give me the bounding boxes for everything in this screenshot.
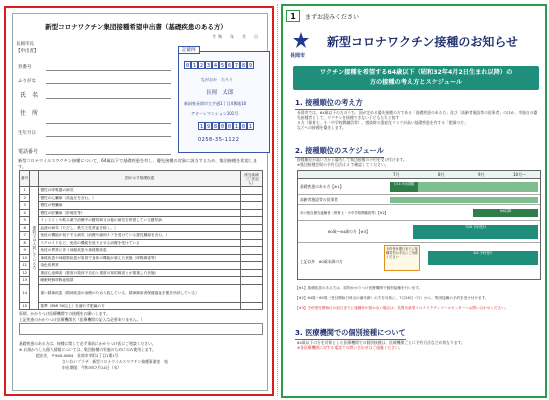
table-row (20, 277, 263, 285)
digit: 0 (220, 124, 224, 130)
row-no: 15 (20, 302, 30, 310)
note-line: 【※1】基礎疾患のある方は、原則かかりつけ医療機関で個別接種を行います。 (295, 286, 423, 290)
table-row (20, 262, 263, 270)
form-intro: 新型コロナウイルスワクチン接種について、64歳以下で基礎疾患を有し、優先接種の対象に該当するため、集団接種を希望します。 (18, 158, 258, 169)
side-label: 通院又は入院している方 (30, 187, 39, 310)
section-body (297, 110, 541, 130)
row-text: 慢性の心臓病（高血圧を含む。） (39, 194, 241, 202)
month-label: 8月 (438, 172, 445, 177)
form-date: 令和 年 月 日 (212, 34, 260, 39)
row-no: 2 (20, 194, 30, 202)
footer-line: さいわいプラザ 新型コロナウイルスワクチン接種事業室 宛 (62, 359, 168, 364)
applicant-label: 【申出者】 (16, 49, 39, 54)
table-row (20, 194, 263, 202)
check-cell[interactable] (241, 209, 263, 217)
digit: 0 (185, 63, 189, 69)
row-text: 基準（BMI 30以上）を満たす肥満の方 (39, 302, 241, 310)
row-label: 基礎疾患のある方【※1】 (300, 184, 344, 189)
digit: 1 (199, 124, 203, 130)
digit: 3 (206, 63, 210, 69)
digit: 5 (220, 63, 224, 69)
row-text: 重症心身障害（重度の肢体不自由と重度の知的障害とが重複した状態） (39, 269, 241, 277)
footer-line: 基礎疾患のある方は、接種に関して必ず事前にかかりつけ医にご相談ください。 (19, 341, 156, 346)
row-no: 6 (20, 224, 30, 232)
section-body (297, 340, 541, 350)
notice-title: 新型コロナワクチン接種のお知らせ (327, 35, 519, 49)
row-label: 市の独自優先接種者（保育士・小中学校教職員等）【※2】 (300, 211, 389, 215)
schedule-bar: 8/2 予約受付 (428, 251, 538, 265)
row-label: 上記以外 60歳未満の方 (300, 259, 343, 264)
row-no: 12 (20, 269, 30, 277)
schedule-bar: 7/26 予約受付 (413, 225, 538, 239)
digit: 2 (199, 63, 203, 69)
footer-line: ※ お預かりした個人情報については、集団接種の実施のためにのみ使用します。 (19, 347, 156, 352)
section-heading-text: 2. 接種順位のスケジュール (295, 146, 384, 155)
ticket-no-label: 券番号 (18, 65, 32, 70)
address-label: 住 所 (20, 110, 39, 117)
table-row (20, 209, 263, 217)
check-cell[interactable] (241, 187, 263, 195)
target-banner (293, 66, 539, 90)
name-field[interactable] (46, 98, 171, 99)
row-no: 11 (20, 262, 30, 270)
row-text: 染色体異常 (39, 262, 241, 270)
section-body (297, 157, 541, 167)
check-cell[interactable] (241, 217, 263, 225)
sample-name: 長岡 太郎 (206, 90, 234, 96)
sample-ticket-digits (184, 61, 254, 69)
disease-table (19, 170, 263, 310)
body-line: ※集団接種会場の予約方法は 2 で確認してください。 (297, 162, 389, 167)
sample-phone: 0258-35-1122 (198, 137, 240, 143)
table-row (20, 302, 263, 310)
digit: 1 (192, 63, 196, 69)
table-row (20, 232, 263, 240)
table-row (20, 224, 263, 232)
digit: 0 (241, 124, 245, 130)
digit: 1 (234, 124, 238, 130)
row-text: 睡眠時無呼吸症候群 (39, 277, 241, 285)
digit: 9 (248, 63, 252, 69)
row-no: 7 (20, 232, 30, 240)
birthdate-label: 生年月日 (18, 131, 36, 136)
schedule-bar: 7/14 申出期限 (390, 182, 418, 192)
check-cell[interactable] (241, 232, 263, 240)
city-name: 長岡市 (290, 53, 306, 59)
table-row (20, 284, 263, 302)
read-first-label: まずお読みください (305, 14, 360, 21)
note-line-important: 【※3】予約受付開始日の前日までに接種券が届かない場合は、長岡市新型コロナワクチンコールセンターへお問い合わせください。 (295, 306, 509, 310)
row-no: 10 (20, 254, 30, 262)
row-text: インスリンや飲み薬で治療中の糖尿病又は他の病気を併発している糖尿病 (39, 217, 241, 225)
row-no: 13 (20, 277, 30, 285)
recipient-label: 長岡市長 (16, 42, 34, 47)
sample-birth-digits (198, 122, 254, 130)
col-name-header: 国が示す基礎疾患 (39, 171, 241, 187)
footer-line: 提出先 〒940-0084 長岡市幸町2丁目1番1号 (36, 353, 119, 358)
row-no: 8 (20, 239, 30, 247)
check-cell[interactable] (241, 194, 263, 202)
sample-tag: 記載例 (178, 46, 200, 54)
section-heading (295, 146, 384, 156)
section-heading-text: 1. 接種順位の考え方 (295, 98, 363, 107)
month-label: 9月 (478, 172, 485, 177)
footer-line: 申出期限：令和3年7月14日（水） (62, 365, 122, 370)
body-line: 64歳以下の方を対象とした医療機関での個別接種は、医療機関ごとに予約方法などが異なります。 (297, 340, 465, 345)
body-line-warning: ※各医療機関に対する電話での問い合わせはご遠慮ください。 (297, 345, 403, 350)
nagaoka-logo-icon (291, 30, 311, 50)
check-cell[interactable] (241, 224, 263, 232)
sample-address: 新潟県長岡市大手通1丁目4番地10 (184, 101, 247, 106)
section-heading-text: 3. 医療機関での個別接種について (295, 328, 406, 337)
row-no: 14 (20, 284, 30, 302)
check-cell[interactable] (241, 262, 263, 270)
row-no: 3 (20, 202, 30, 210)
check-cell[interactable] (241, 254, 263, 262)
body-line: る方（保育士、小・中学校教職員等）、感染時の重症化リスクが高い基礎疾患を有する「肥満の方」 (297, 120, 468, 125)
digit: 0 (227, 124, 231, 130)
row-text: 免疫の機能が低下する病気（治療や緩和ケアを受けている悪性腫瘍を含む。） (39, 232, 241, 240)
row-text: ステロイドなど、免疫の機能を低下させる治療を受けている (39, 239, 241, 247)
schedule-table (297, 170, 541, 280)
check-cell[interactable] (241, 269, 263, 277)
check-cell[interactable] (241, 247, 263, 255)
form-title: 新型コロナワクチン集団接種希望申出書（基礎疾患のある方） (45, 23, 227, 31)
row-no: 4 (20, 209, 30, 217)
row-no: 5 (20, 217, 30, 225)
furigana-field[interactable] (46, 83, 171, 84)
body-line: 接種順位が高い方から優先して集団接種の予約を受け付けます。 (297, 157, 407, 162)
notice-sheet (281, 4, 547, 398)
table-row (20, 254, 263, 262)
banner-line: 方の接種の考え方とスケジュール (369, 79, 463, 86)
schedule-bar: 9/6以降 (473, 209, 538, 217)
ticket-no-field[interactable] (46, 70, 171, 71)
note-line: 【※2】64歳～60歳（受付開始日時点の満年齢）の方を対象に、7月26日（月）から、集団接種の予約を受け付けます。 (295, 296, 489, 300)
application-form-sheet (4, 6, 274, 396)
col-check-header: 該当疾病（〇を記入） (241, 171, 263, 187)
row-text: 神経疾患や神経筋疾患が原因で身体の機能が衰えた状態（呼吸障害等） (39, 254, 241, 262)
check-cell[interactable] (241, 302, 263, 310)
digit: 9 (206, 124, 210, 130)
fold-line (277, 4, 278, 396)
body-line: 長岡市では、64歳以下の方のうち、国が定める優先接種の方である「基礎疾患のある方」及び「高齢者施設等の従事者」のほか、市独自の優先接種者として、ワクチンを接種できない子どもたちと接す (297, 110, 538, 120)
notice-clinic: 原則、かかりつけ医療機関での接種をお願いします。 (19, 311, 110, 316)
schedule-bar (390, 197, 538, 203)
col-no-header: 番号 (20, 171, 30, 187)
month-label: 7月 (393, 172, 400, 177)
row-no: 9 (20, 247, 30, 255)
check-cell[interactable] (241, 202, 263, 210)
furigana-label: ふりがな (18, 79, 36, 84)
row-label: 60歳～64歳の方【※3】 (328, 229, 370, 234)
check-cell[interactable] (241, 284, 263, 302)
digit: 8 (213, 124, 217, 130)
reservation-callout: 予約受付期日までに接種券をお手元にご用意ください (384, 245, 420, 271)
table-row (20, 269, 263, 277)
table-row (20, 217, 263, 225)
row-text: 慢性の肝臓病（肝硬変等） (39, 209, 241, 217)
check-cell[interactable] (241, 277, 263, 285)
name-label: 氏 名 (20, 92, 39, 99)
row-no: 1 (20, 187, 30, 195)
section-heading (295, 98, 363, 108)
phone-label: 電話番号 (18, 149, 39, 155)
digit: 6 (227, 63, 231, 69)
phone-field[interactable] (46, 154, 171, 155)
digit: 4 (213, 63, 217, 69)
table-row (20, 239, 263, 247)
table-row (20, 187, 263, 195)
schedule-bar (418, 182, 538, 192)
month-label: 10月〜 (513, 172, 527, 177)
digit: 7 (234, 63, 238, 69)
notice-clinic-name: 上記疾患のかかりつけ医療機関名（医療機関の記入は必要ありません。） (19, 317, 145, 322)
row-text: 重い精神疾患（精神疾患の治療のため入院している、精神障害者保健福祉手帳を所持している） (39, 284, 241, 302)
body-line: などへの接種を優先します。 (297, 125, 346, 130)
row-text: 免疫の異常に伴う神経疾患や神経筋疾患 (39, 247, 241, 255)
table-row (20, 247, 263, 255)
row-text: 慢性の呼吸器の病気 (39, 187, 241, 195)
digit: 8 (241, 63, 245, 69)
section-heading (295, 328, 406, 338)
side-header (30, 171, 39, 187)
section-number: 1 (286, 10, 300, 22)
clinic-name-field[interactable] (19, 323, 263, 335)
address-field[interactable] (46, 123, 171, 124)
table-row (20, 202, 263, 210)
row-text: 血液の病気（ただし、鉄欠乏性貧血を除く。） (39, 224, 241, 232)
sample-building: アオーレマンション101号 (191, 111, 239, 116)
row-label: 高齢者施設等の従事者 (300, 197, 338, 202)
digit: 1 (248, 124, 252, 130)
check-cell[interactable] (241, 239, 263, 247)
birthdate-field[interactable] (46, 136, 171, 137)
sample-furigana: ながおか たろう (201, 77, 233, 82)
schedule-header (298, 171, 540, 179)
banner-line: ワクチン接種を希望する64歳以下（昭和32年4月2日生まれ以降）の (319, 69, 513, 76)
row-text: 慢性の腎臓病 (39, 202, 241, 210)
